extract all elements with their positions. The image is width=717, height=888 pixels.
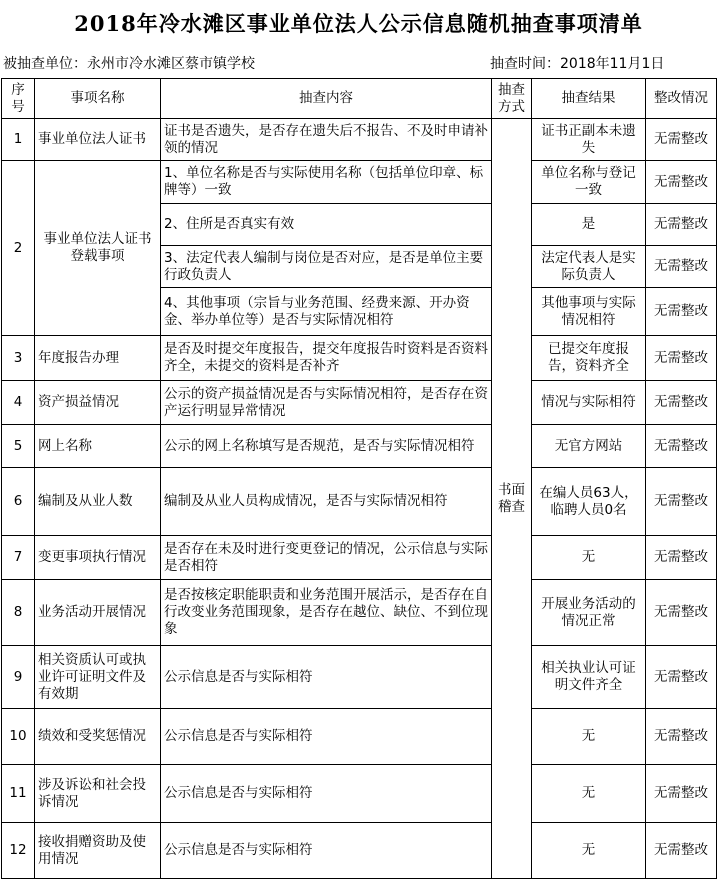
row-content: 公示信息是否与实际相符 xyxy=(161,765,492,823)
header-rectify: 整改情况 xyxy=(646,79,717,119)
inspection-date: 抽查时间：2018年11月1日 xyxy=(490,56,665,72)
row-result: 无 xyxy=(532,709,646,765)
row-content: 是否按核定职能职责和业务范围开展活示，是否存在自行改变业务范围现象，是否存在越位、缺位、不到位现象 xyxy=(161,580,492,646)
table-row xyxy=(2,646,717,709)
table-row xyxy=(2,468,717,536)
row-result: 已提交年度报告，资料齐全 xyxy=(532,336,646,381)
row-seq: 6 xyxy=(2,468,35,536)
row-content: 公示信息是否与实际相符 xyxy=(161,709,492,765)
row-rectify: 无需整改 xyxy=(646,246,717,288)
row-seq: 12 xyxy=(2,823,35,879)
row-result: 相关执业认可证明文件齐全 xyxy=(532,646,646,709)
row-content: 3、法定代表人编制与岗位是否对应，是否是单位主要行政负责人 xyxy=(161,246,492,288)
row-content: 1、单位名称是否与实际使用名称（包括单位印章、标牌等）一致 xyxy=(161,161,492,204)
row-seq: 1 xyxy=(2,119,35,161)
row-result: 开展业务活动的情况正常 xyxy=(532,580,646,646)
table-row xyxy=(2,765,717,823)
row-item: 年度报告办理 xyxy=(35,336,161,381)
row-item: 接收捐赠资助及使用情况 xyxy=(35,823,161,879)
inspection-method: 书面稽查 xyxy=(492,119,532,879)
row-seq: 5 xyxy=(2,425,35,468)
table-row xyxy=(2,381,717,425)
row-content: 是否存在未及时进行变更登记的情况，公示信息与实际是否相符 xyxy=(161,536,492,580)
row-seq: 7 xyxy=(2,536,35,580)
header-row xyxy=(2,79,717,119)
inspected-unit: 被抽查单位：永州市冷水滩区蔡市镇学校 xyxy=(3,56,255,72)
row-seq: 11 xyxy=(2,765,35,823)
row-rectify: 无需整改 xyxy=(646,336,717,381)
row-content: 是否及时提交年度报告，提交年度报告时资料是否资料齐全，未提交的资料是否补齐 xyxy=(161,336,492,381)
table-row xyxy=(2,425,717,468)
row-result: 情况与实际相符 xyxy=(532,381,646,425)
header-content: 抽查内容 xyxy=(161,79,492,119)
row-result: 无 xyxy=(532,823,646,879)
row-result: 证书正副本未遗失 xyxy=(532,119,646,161)
row-seq: 9 xyxy=(2,646,35,709)
header-method: 抽查方式 xyxy=(492,79,532,119)
table-row xyxy=(2,336,717,381)
row-item: 网上名称 xyxy=(35,425,161,468)
row-content: 编制及从业人员构成情况，是否与实际情况相符 xyxy=(161,468,492,536)
row-item: 业务活动开展情况 xyxy=(35,580,161,646)
inspection-table xyxy=(1,78,717,879)
row-content: 公示信息是否与实际相符 xyxy=(161,823,492,879)
row-item: 相关资质认可或执业许可证明文件及有效期 xyxy=(35,646,161,709)
row-item: 绩效和受奖惩情况 xyxy=(35,709,161,765)
table-row xyxy=(2,823,717,879)
row-rectify: 无需整改 xyxy=(646,823,717,879)
row-rectify: 无需整改 xyxy=(646,646,717,709)
table-row xyxy=(2,536,717,580)
row-rectify: 无需整改 xyxy=(646,765,717,823)
header-seq: 序号 xyxy=(2,79,35,119)
row-item: 事业单位法人证书 xyxy=(35,119,161,161)
row-content: 公示信息是否与实际相符 xyxy=(161,646,492,709)
row-item: 资产损益情况 xyxy=(35,381,161,425)
row-rectify: 无需整改 xyxy=(646,425,717,468)
row-seq: 10 xyxy=(2,709,35,765)
row-result: 在编人员63人，临聘人员0名 xyxy=(532,468,646,536)
row-item: 变更事项执行情况 xyxy=(35,536,161,580)
row-rectify: 无需整改 xyxy=(646,580,717,646)
row-result: 其他事项与实际情况相符 xyxy=(532,288,646,336)
row-result: 无 xyxy=(532,536,646,580)
header-item: 事项名称 xyxy=(35,79,161,119)
table-row xyxy=(2,161,717,204)
page-title: 2018年冷水滩区事业单位法人公示信息随机抽查事项清单 xyxy=(74,11,643,36)
row-result: 无官方网站 xyxy=(532,425,646,468)
row-item: 涉及诉讼和社会投诉情况 xyxy=(35,765,161,823)
row-rectify: 无需整改 xyxy=(646,161,717,204)
row-result: 法定代表人是实际负责人 xyxy=(532,246,646,288)
row-seq: 8 xyxy=(2,580,35,646)
table-row xyxy=(2,709,717,765)
header-result: 抽查结果 xyxy=(532,79,646,119)
row-rectify: 无需整改 xyxy=(646,381,717,425)
row-content: 2、住所是否真实有效 xyxy=(161,204,492,246)
row-item: 事业单位法人证书登载事项 xyxy=(35,161,161,336)
row-result: 单位名称与登记一致 xyxy=(532,161,646,204)
table-row xyxy=(2,580,717,646)
row-rectify: 无需整改 xyxy=(646,119,717,161)
row-rectify: 无需整改 xyxy=(646,204,717,246)
row-seq: 3 xyxy=(2,336,35,381)
row-rectify: 无需整改 xyxy=(646,288,717,336)
row-seq: 2 xyxy=(2,161,35,336)
row-content: 公示的资产损益情况是否与实际情况相符，是否存在资产运行明显异常情况 xyxy=(161,381,492,425)
row-rectify: 无需整改 xyxy=(646,709,717,765)
row-item: 编制及从业人数 xyxy=(35,468,161,536)
row-content: 公示的网上名称填写是否规范，是否与实际情况相符 xyxy=(161,425,492,468)
row-result: 是 xyxy=(532,204,646,246)
row-content: 4、其他事项（宗旨与业务范围、经费来源、开办资金、举办单位等）是否与实际情况相符 xyxy=(161,288,492,336)
row-seq: 4 xyxy=(2,381,35,425)
row-rectify: 无需整改 xyxy=(646,536,717,580)
row-result: 无 xyxy=(532,765,646,823)
row-rectify: 无需整改 xyxy=(646,468,717,536)
row-content: 证书是否遗失，是否存在遗失后不报告、不及时申请补领的情况 xyxy=(161,119,492,161)
table-row xyxy=(2,119,717,161)
